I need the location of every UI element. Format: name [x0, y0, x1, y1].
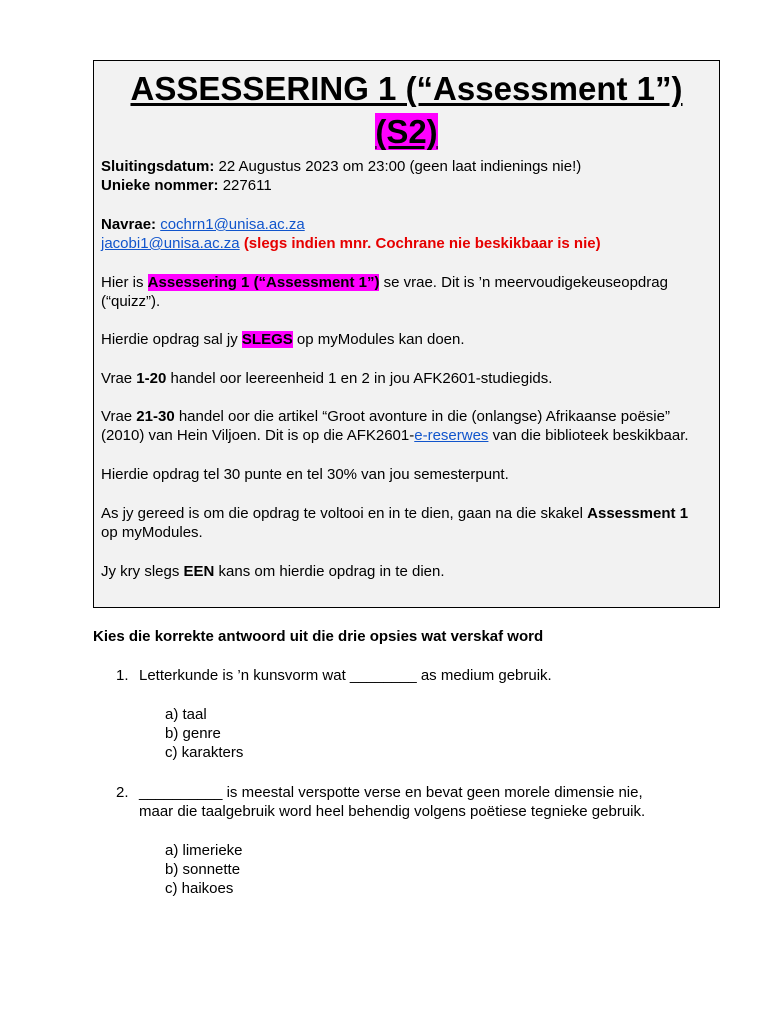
marks-paragraph: Hierdie opdrag tel 30 punte en tel 30% van jou semesterpunt. — [101, 466, 509, 483]
intro-paragraph-line2: (“quizz”). — [101, 293, 161, 310]
submit-paragraph: As jy gereed is om die opdrag te voltooi en in te dien, gaan na die skakel Assessment 1 — [101, 505, 689, 522]
question-number: 2. — [116, 784, 129, 801]
questions-21-30-line2: (2010) van Hein Viljoen. Dit is op die AFK2601-e-reserwes van die biblioteek beskikbaar. — [101, 427, 689, 444]
option-a: a) limerieke — [165, 842, 243, 859]
slegs-highlight: SLEGS — [241, 331, 293, 348]
intro-paragraph: Hier is Assessering 1 (“Assessment 1”) se vrae. Dit is ’n meervoudigekeuseopdrag — [101, 274, 668, 291]
question-text: __________ is meestal verspotte verse en bevat geen morele dimensie nie, — [139, 784, 643, 801]
questions-21-30-paragraph: Vrae 21-30 handel oor die artikel “Groot avonture in die (onlangse) Afrikaanse poësie” — [101, 408, 670, 425]
email-link-secondary[interactable]: jacobi1@unisa.ac.za — [101, 235, 240, 252]
question-text-line2: maar die taalgebruik word heel behendig volgens poëtiese tegnieke gebruik. — [139, 803, 646, 820]
submit-paragraph-line2: op myModules. — [101, 524, 203, 541]
question-number: 1. — [116, 667, 129, 684]
email-link-primary[interactable]: cochrn1@unisa.ac.za — [160, 216, 305, 233]
due-date-line: Sluitingsdatum: 22 Augustus 2023 om 23:00 (geen laat indienings nie!) — [101, 158, 582, 175]
question-text: Letterkunde is ’n kunsvorm wat ________ as medium gebruik. — [139, 667, 552, 684]
questions-1-20-paragraph: Vrae 1-20 handel oor leereenheid 1 en 2 in jou AFK2601-studiegids. — [101, 370, 553, 387]
assessment-highlight: Assessering 1 (“Assessment 1”) — [147, 274, 380, 291]
option-b: b) sonnette — [165, 861, 241, 878]
only-mymodules-paragraph: Hierdie opdrag sal jy SLEGS op myModules kan doen. — [101, 331, 465, 348]
enquiries-line: Navrae: cochrn1@unisa.ac.za — [101, 216, 305, 233]
assessment-info-box — [93, 60, 720, 608]
secondary-contact-line — [101, 234, 601, 253]
option-a: a) taal — [165, 706, 207, 723]
assessment-title: ASSESSERING 1 (“Assessment 1”) — [130, 70, 683, 107]
e-reserves-link[interactable]: e-reserwes — [414, 427, 489, 444]
instructions-heading: Kies die korrekte antwoord uit die drie opsies wat verskaf word — [93, 628, 544, 645]
option-b: b) genre — [165, 725, 221, 742]
option-c: c) haikoes — [165, 880, 234, 897]
unique-number-line: Unieke nommer: 227611 — [101, 177, 272, 194]
secondary-note: (slegs indien mnr. Cochrane nie beskikbaar is nie) — [243, 235, 601, 252]
one-chance-paragraph: Jy kry slegs EEN kans om hierdie opdrag in te dien. — [101, 563, 445, 580]
semester-tag: (S2) — [375, 113, 438, 150]
option-c: c) karakters — [165, 744, 244, 761]
